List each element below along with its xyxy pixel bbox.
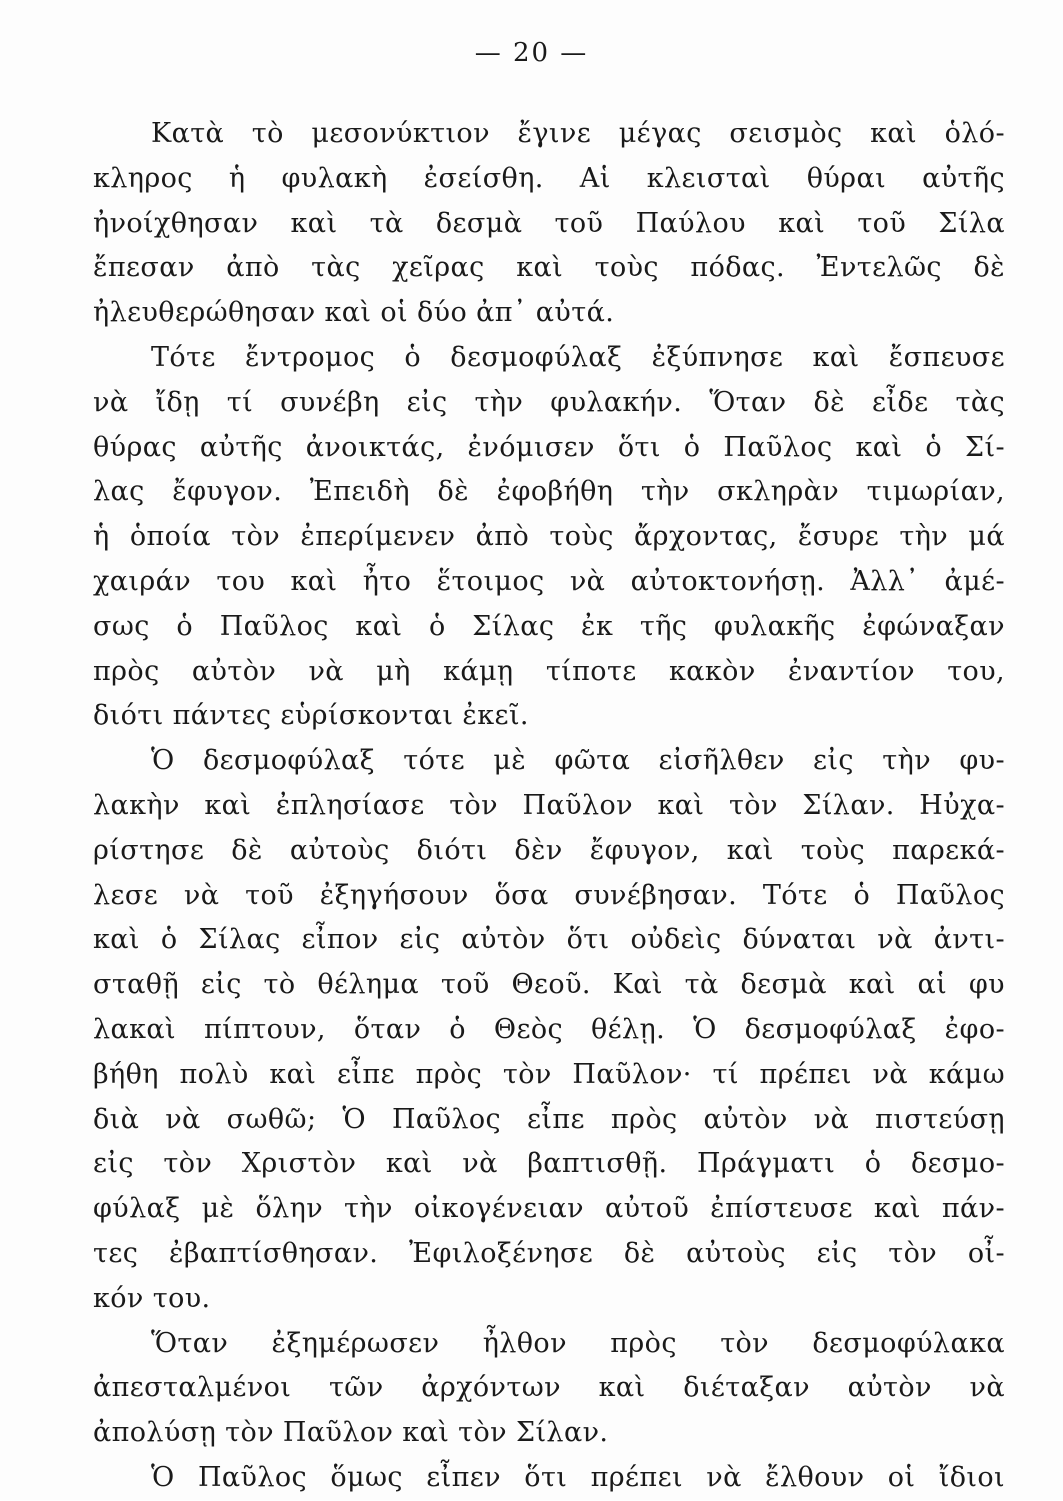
- text-line: Κατὰ τὸ μεσονύκτιον ἔγινε μέγας σεισμὸς καὶ ὁλό-: [151, 118, 1005, 149]
- page-number: — 20 —: [474, 38, 589, 68]
- text-line: Ὁ Παῦλος ὅμως εἶπεν ὅτι πρέπει νὰ ἔλθουν οἱ ἴδιοι: [151, 1461, 1005, 1493]
- text-line: λας ἔφυγον. Ἐπειδὴ δὲ ἐφοβήθη τὴν σκληρὰν τιμωρίαν,: [93, 476, 1005, 508]
- text-line: Ὁ δεσμοφύλαξ τότε μὲ φῶτα εἰσῆλθεν εἰς τὴν φυ-: [151, 745, 1005, 777]
- text-line: τες ἐβαπτίσθησαν. Ἐφιλοξένησε δὲ αὐτοὺς εἰς τὸν οἶ-: [93, 1237, 1005, 1269]
- text-line: φύλαξ μὲ ὅλην τὴν οἰκογένειαν αὐτοῦ ἐπίστευσε καὶ πάν-: [93, 1193, 1005, 1225]
- text-line: βήθη πολὺ καὶ εἶπε πρὸς τὸν Παῦλον· τί πρέπει νὰ κάμω: [93, 1058, 1005, 1090]
- text-line: χαιράν του καὶ ἦτο ἕτοιμος νὰ αὐτοκτονήσῃ. Ἀλλ᾽ ἀμέ-: [93, 565, 1005, 597]
- text-line: ἀπεσταλμένοι τῶν ἀρχόντων καὶ διέταξαν αὐτὸν νὰ: [93, 1372, 1005, 1404]
- text-line: ἔπεσαν ἀπὸ τὰς χεῖρας καὶ τοὺς πόδας. Ἐντελῶς δὲ: [93, 252, 1005, 284]
- text-line: ἠλευθερώθησαν καὶ οἱ δύο ἀπ᾽ αὐτά.: [93, 297, 615, 329]
- text-line: κόν του.: [93, 1282, 211, 1314]
- text-line: κληρος ἡ φυλακὴ ἐσείσθη. Αἱ κλεισταὶ θύραι αὐτῆς: [93, 162, 1005, 194]
- text-line: σως ὁ Παῦλος καὶ ὁ Σίλας ἐκ τῆς φυλακῆς ἐφώναξαν: [93, 610, 1005, 642]
- text-line: Τότε ἔντρομος ὁ δεσμοφύλαξ ἐξύπνησε καὶ ἔσπευσε: [151, 341, 1005, 373]
- text-line: ἠνοίχθησαν καὶ τὰ δεσμὰ τοῦ Παύλου καὶ τοῦ Σίλα: [93, 207, 1005, 239]
- text-line: ρίστησε δὲ αὐτοὺς διότι δὲν ἔφυγον, καὶ τοὺς παρεκά-: [93, 834, 1005, 866]
- text-line: ἡ ὁποία τὸν ἐπερίμενεν ἀπὸ τοὺς ἄρχοντας, ἔσυρε τὴν μά: [93, 521, 1005, 553]
- text-line: λακὴν καὶ ἐπλησίασε τὸν Παῦλον καὶ τὸν Σίλαν. Ηὐχα-: [93, 789, 1005, 821]
- text-line: καὶ ὁ Σίλας εἶπον εἰς αὐτὸν ὅτι οὐδεὶς δύναται νὰ ἀντι-: [93, 924, 1005, 956]
- text-line: διότι πάντες εὑρίσκονται ἐκεῖ.: [93, 700, 529, 732]
- text-line: πρὸς αὐτὸν νὰ μὴ κάμῃ τίποτε κακὸν ἐναντίον του,: [93, 655, 1005, 687]
- text-line: λακαὶ πίπτουν, ὅταν ὁ Θεὸς θέλῃ. Ὁ δεσμοφύλαξ ἐφο-: [93, 1013, 1005, 1045]
- text-line: νὰ ἴδῃ τί συνέβη εἰς τὴν φυλακήν. Ὅταν δὲ εἶδε τὰς: [93, 386, 1005, 418]
- text-line: διὰ νὰ σωθῶ; Ὁ Παῦλος εἶπε πρὸς αὐτὸν νὰ πιστεύσῃ: [93, 1103, 1005, 1135]
- text-line: ἀπολύσῃ τὸν Παῦλον καὶ τὸν Σίλαν.: [93, 1417, 609, 1449]
- text-line: θύρας αὐτῆς ἀνοικτάς, ἐνόμισεν ὅτι ὁ Παῦλος καὶ ὁ Σί-: [93, 431, 1005, 463]
- text-line: σταθῇ εἰς τὸ θέλημα τοῦ Θεοῦ. Καὶ τὰ δεσμὰ καὶ αἱ φυ: [93, 969, 1005, 1001]
- text-line: Ὅταν ἐξημέρωσεν ἦλθον πρὸς τὸν δεσμοφύλακα: [151, 1327, 1005, 1359]
- text-line: λεσε νὰ τοῦ ἐξηγήσουν ὅσα συνέβησαν. Τότε ὁ Παῦλος: [93, 879, 1005, 911]
- body-text: [93, 112, 1005, 1501]
- text-line: εἰς τὸν Χριστὸν καὶ νὰ βαπτισθῇ. Πράγματι ὁ δεσμο-: [93, 1148, 1005, 1180]
